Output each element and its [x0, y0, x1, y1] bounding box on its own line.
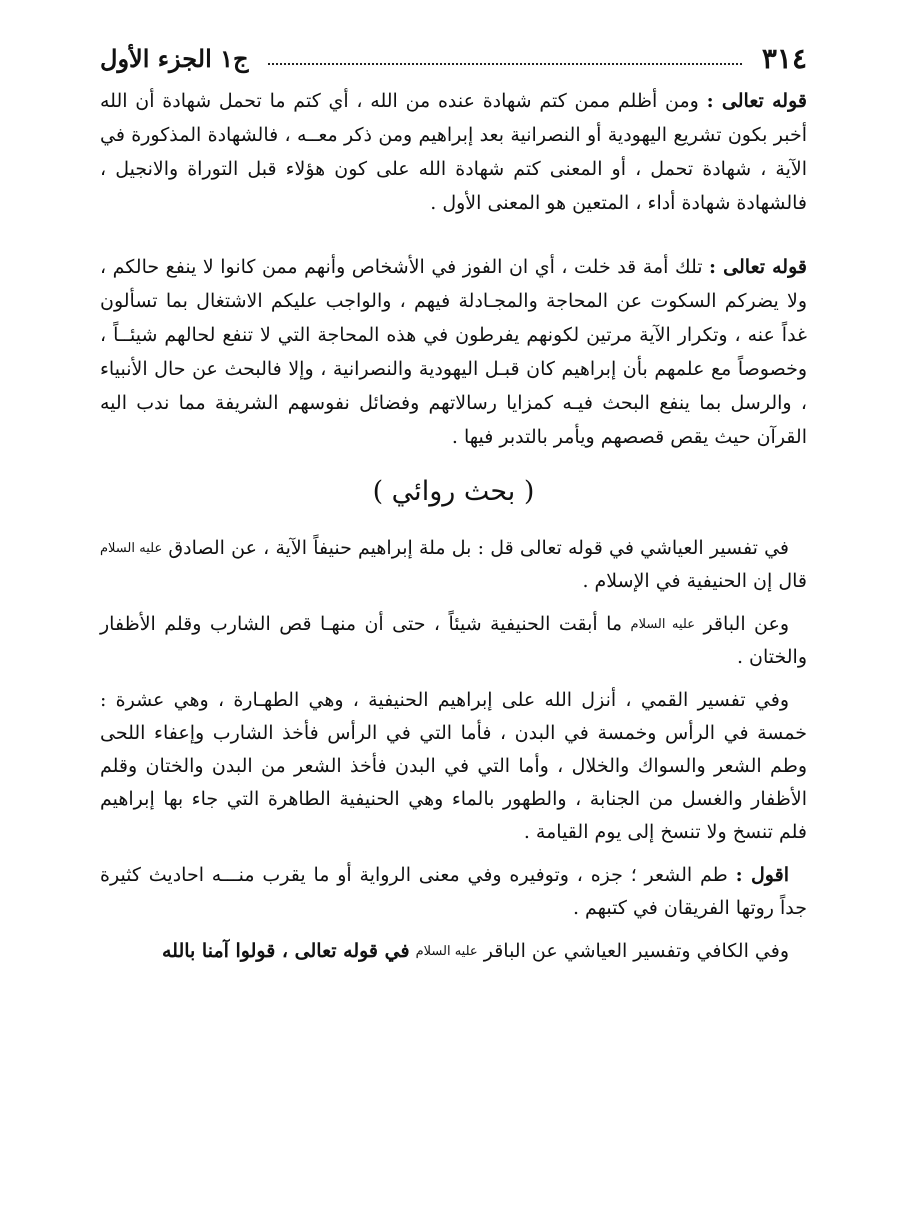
page-header	[100, 38, 807, 78]
narration-paragraph	[100, 935, 807, 968]
paragraph-lead: قوله تعالى :	[709, 256, 807, 278]
honorific-mark: عليه السلام	[100, 541, 163, 556]
honorific-mark: عليه السلام	[630, 617, 695, 632]
narration-paragraph	[100, 608, 807, 674]
narration-text: وفي الكافي وتفسير العياشي عن الباقر	[483, 940, 789, 962]
running-title: ج١ الجزء الأول	[100, 43, 249, 73]
narration-paragraph	[100, 532, 807, 598]
narration-text: ما أبقت الحنيفية شيئاً ، حتى أن منهـا قص الشارب وقلم الأظفار والختان .	[100, 613, 807, 668]
page-number: ٣١٤	[761, 41, 807, 75]
narration-text: وعن الباقر	[703, 613, 790, 635]
narration-text: في تفسير العياشي في قوله تعالى قل : بل ملة إبراهيم حنيفاً الآية ، عن الصادق	[168, 537, 790, 559]
narration-text: قال إن الحنيفية في الإسلام .	[582, 570, 807, 592]
honorific-mark: عليه السلام	[415, 944, 478, 959]
narration-text: طم الشعر ؛ جزه ، وتوفيره وفي معنى الرواية أو ما يقرب منـــه احاديث كثيرة جداً روتها الفريقان في كتبهم .	[100, 864, 807, 919]
paragraph-body: تلك أمة قد خلت ، أي ان الفوز في الأشخاص وأنهم ممن كانوا لا ينفع حالكم ، ولا يضركم السكوت عن المحاجة والمجـادلة فيهم ، والواجب عليكم الاشتغال بما تسألون غداً عنه ، وتكرار الآية مرتين لكونهم يفرطون في هذه المحاجة التي لا تنفع لحالهم شيئــاً ، وخصوصاً مع علمهم بأن إبراهيم كان قبـل اليهودية والنصرانية ، وإلا فالبحث عن حال الأنبياء ، والرسل بما ينفع البحث فيـه كمزايا رسالاتهم وفضائل نفوسهم الشريفة مما ندب اليه القرآن حيث يقص قصصهم ويأمر بالتدبر فيها .	[100, 256, 807, 448]
narration-text: وفي تفسير القمي ، أنزل الله على إبراهيم الحنيفية ، وهي الطهـارة ، وهي عشرة : خمسة في الرأس وخمسة في البدن ، فأما التي في الرأس فأخذ الشارب وإعفاء اللحى وطم الشعر والسواك والخلال ، وأما التي في البدن فأخذ الشعر من البدن والختان وقلم الأظفار والغسل من الجنابة ، والطهور بالماء وهي الحنيفية الطاهرة التي جاء بها إبراهيم فلم تنسخ ولا تنسخ إلى يوم القيامة .	[100, 689, 807, 843]
section-title: ( بحث روائي )	[372, 476, 535, 507]
paragraph-lead: اقول :	[735, 864, 789, 886]
commentary-paragraph	[100, 250, 807, 454]
narration-paragraph	[100, 684, 807, 849]
paragraph-lead: قوله تعالى :	[706, 90, 807, 112]
commentary-paragraph	[100, 84, 807, 220]
paragraph-body: ومن أظلم ممن كتم شهادة عنده من الله ، أي كتم ما تحمل شهادة أن الله أخبر بكون تشريع اليهودية أو النصرانية بعد إبراهيم ومن ذكر معــه ، فالشهادة المذكورة في الآية ، شهادة تحمل ، أو المعنى كتم شهادة الله على كون هؤلاء قبل التوراة والانجيل ، فالشهادة شهادة أداء ، المتعين هو المعنى الأول .	[100, 90, 807, 214]
header-dotted-rule	[268, 63, 741, 65]
narration-text: في قوله تعالى ، قولوا آمنا بالله	[161, 940, 410, 962]
author-comment-paragraph	[100, 859, 807, 925]
